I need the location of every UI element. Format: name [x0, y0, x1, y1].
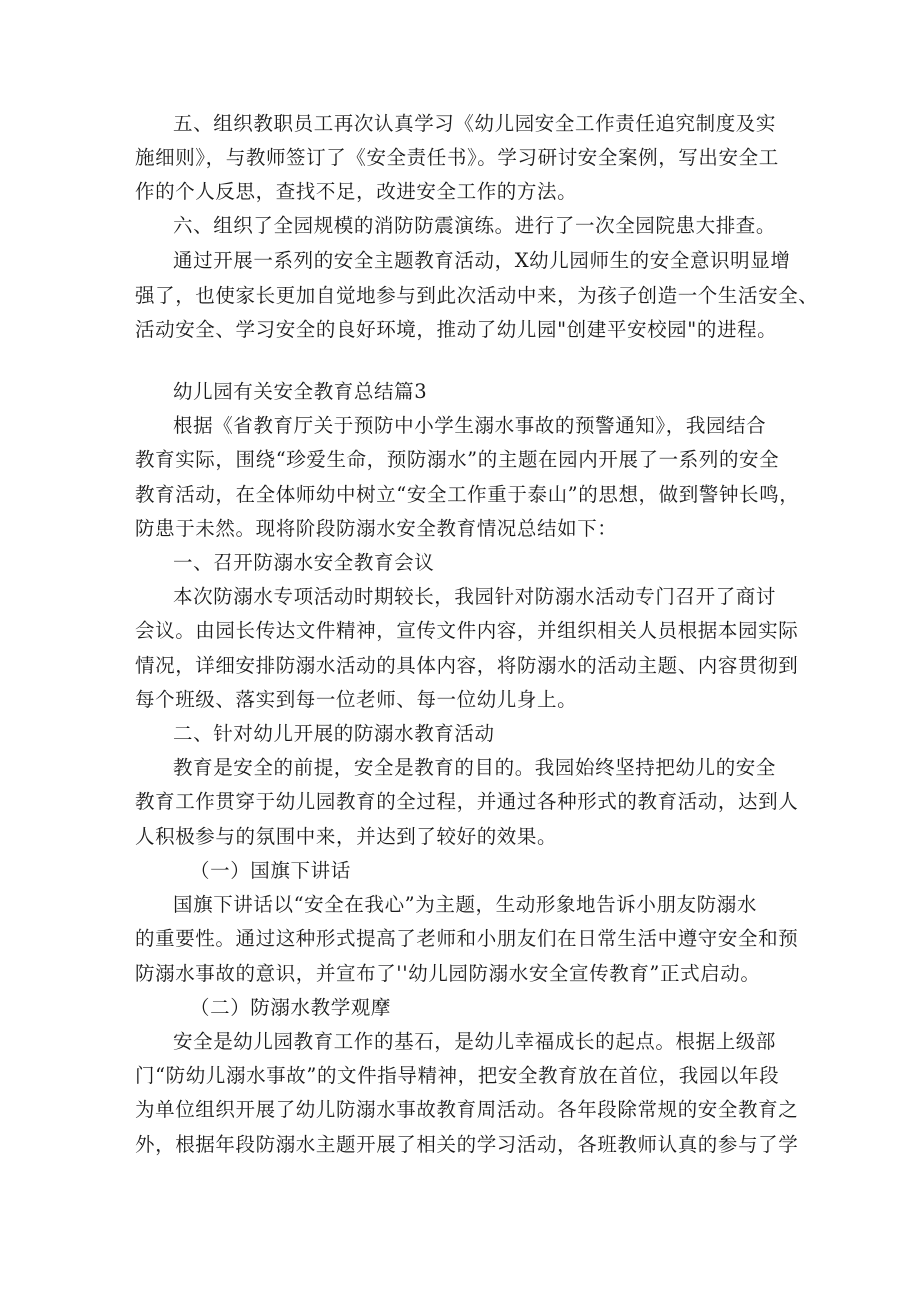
subheading-2-body-line-1: 安全是幼儿园教育工作的基石，是幼儿幸福成长的起点。根据上级部	[173, 1030, 777, 1053]
summary-line-2: 强了，也使家长更加自觉地参与到此次活动中来，为孩子创造一个生活安全、	[135, 284, 819, 307]
subheading-1-body-line-1: 国旗下讲话以“安全在我心”为主题，生动形象地告诉小朋友防溺水	[173, 893, 757, 916]
heading-2-body-line-2: 教育工作贯穿于幼儿园教育的全过程，并通过各种形式的教育活动，达到人	[135, 790, 799, 813]
heading-2: 二、针对幼儿开展的防溺水教育活动	[173, 722, 495, 745]
paragraph-6-line-1: 六、组织了全园规模的消防防震演练。进行了一次全园院患大排查。	[173, 214, 777, 237]
heading-1-body-line-1: 本次防溺水专项活动时期较长，我园针对防溺水活动专门召开了商讨	[173, 585, 777, 608]
heading-1-body-line-2: 会议。由园长传达文件精神，宣传文件内容，并组织相关人员根据本园实际	[135, 619, 799, 642]
heading-1: 一、召开防溺水安全教育会议	[173, 551, 435, 574]
heading-1-body-line-4: 每个班级、落实到每一位老师、每一位幼儿身上。	[135, 688, 578, 711]
summary-line-3: 活动安全、学习安全的良好环境，推动了幼儿园"创建平安校园"的进程。	[135, 318, 778, 341]
section-title: 幼儿园有关安全教育总结篇3	[173, 380, 428, 403]
intro-line-4: 防患于未然。现将阶段防溺水安全教育情况总结如下：	[135, 517, 618, 540]
subheading-2-body-line-3: 为单位组织开展了幼儿防溺水事故教育周活动。各年段除常规的安全教育之	[135, 1098, 799, 1121]
paragraph-5-line-1: 五、组织教职员工再次认真学习《幼儿园安全工作责任追究制度及实	[173, 112, 777, 135]
paragraph-5-line-3: 作的个人反思，查找不足，改进安全工作的方法。	[135, 180, 578, 203]
intro-line-2: 教育实际，围绕“珍爱生命，预防溺水”的主题在园内开展了一系列的安全	[135, 448, 780, 471]
paragraph-5-line-2: 施细则》，与教师签订了《安全责任书》。学习研讨安全案例，写出安全工	[135, 146, 779, 169]
heading-2-body-line-3: 人积极参与的氛围中来，并达到了较好的效果。	[135, 825, 558, 848]
subheading-1-body-line-3: 防溺水事故的意识，并宣布了''幼儿园防溺水安全宣传教育”正式启动。	[135, 962, 761, 985]
intro-line-3: 教育活动，在全体师幼中树立“安全工作重于泰山”的思想，做到警钟长鸣，	[135, 483, 800, 506]
subheading-2-body-line-2: 门“防幼儿溺水事故”的文件指导精神，把安全教育放在首位，我园以年段	[135, 1064, 780, 1087]
summary-line-1: 通过开展一系列的安全主题教育活动，X幼儿园师生的安全意识明显增	[173, 249, 791, 272]
heading-1-body-line-3: 情况，详细安排防溺水活动的具体内容，将防溺水的活动主题、内容贯彻到	[135, 654, 799, 677]
subheading-2: （二）防溺水教学观摩	[190, 996, 392, 1019]
intro-line-1: 根据《省教育厅关于预防中小学生溺水事故的预警通知》，我园结合	[173, 414, 767, 437]
subheading-2-body-line-4: 外，根据年段防溺水主题开展了相关的学习活动，各班教师认真的参与了学	[135, 1133, 799, 1156]
subheading-1: （一）国旗下讲话	[190, 859, 351, 882]
subheading-1-body-line-2: 的重要性。通过这种形式提高了老师和小朋友们在日常生活中遵守安全和预	[135, 927, 799, 950]
heading-2-body-line-1: 教育是安全的前提，安全是教育的目的。我园始终坚持把幼儿的安全	[173, 756, 777, 779]
